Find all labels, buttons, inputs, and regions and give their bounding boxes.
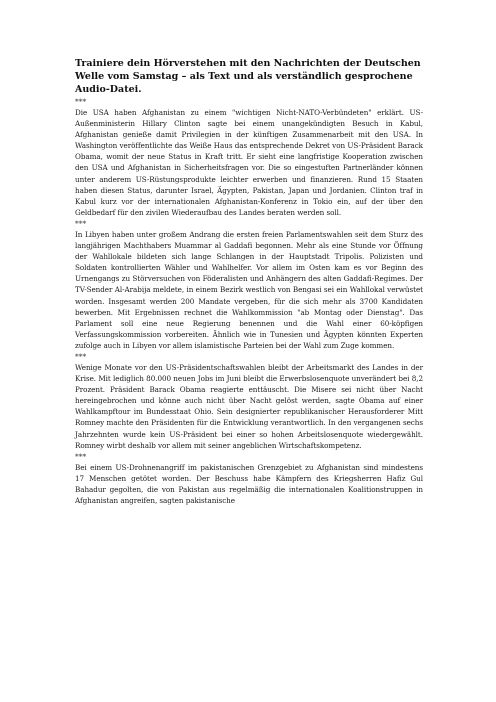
separator: *** [75,351,87,361]
separator: *** [75,451,87,461]
news-paragraph: In Libyen haben unter großem Andrang die ersten freien Parlamentswahlen seit dem Sturz des langjährigen Machthabers Muammar al Gaddafi begonnen. Mehr als eine Stunde vor Öffnung der Wahllokale bildeten sich lange Schlangen in der Hauptstadt Tripolis. Polizisten und Soldaten kontrollierten Wähler und Wahlhelfer. Vor allem im Osten kam es vor Beginn des Urnengangs zu Störversuchen von Föderalisten und Anhängern des alten Gaddafi-Regimes. Der TV-Sender Al-Arabija meldete, in einem Bezirk westlich von Bengasi sei ein Wahllokal verwüstet worden. Insgesamt werden 200 Mandate vergeben, für die sich mehr als 3700 Kandidaten bewerben. Mit Ergebnissen rechnet die Wahlkommission "ab Montag oder Dienstag". Das Parlament soll eine neue Regierung benennen und die Wahl einer 60-köpfigen Verfassungskommission vorbereiten. Ähnlich wie in Tunesien und Ägypten könnten Experten zufolge auch in Libyen vor allem islamistische Parteien bei der Wahl zum Zuge kommen. [75,229,423,350]
separator: *** [75,218,87,228]
document-page [75,57,423,506]
separator: *** [75,97,87,106]
news-paragraph: Die USA haben Afghanistan zu einem "wichtigen Nicht-NATO-Verbündeten" erklärt. US-Außenministerin Hillary Clinton sagte bei einem unangekündigten Besuch in Kabul, Afghanistan genieße damit Privilegien in der künftigen Zusammenarbeit mit den USA. In Washington veröffentlichte das Weiße Haus das entsprechende Dekret von US-Präsident Barack Obama, womit der neue Status in Kraft tritt. Er sieht eine langfristige Kooperation zwischen den USA und Afghanistan in Sicherheitsfragen vor. Die so eingestuften Partnerländer können unter anderem US-Rüstungsprodukte leichter erwerben und finanzieren. Rund 15 Staaten haben diesen Status, darunter Israel, Ägypten, Pakistan, Japan und Jordanien. Clinton traf in Kabul kurz vor der internationalen Afghanistan-Konferenz in Tokio ein, auf der über den Geldbedarf für den zivilen Wiederaufbau des Landes beraten werden soll. [75,108,423,217]
news-paragraph: Bei einem US-Drohnenangriff im pakistanischen Grenzgebiet zu Afghanistan sind mindestens 17 Menschen getötet worden. Der Beschuss habe Kämpfern des Kriegsherren Hafiz Gul Bahadur gegolten, die von Pakistan aus regelmäßig die internationalen Koalitionstruppen in Afghanistan angreifen, sagten pakistanische [75,462,423,505]
news-paragraph: Wenige Monate vor den US-Präsidentschaftswahlen bleibt der Arbeitsmarkt des Landes in der Krise. Mit lediglich 80.000 neuen Jobs im Juni bleibt die Erwerbslosenquote unverändert bei 8,2 Prozent. Präsident Barack Obama reagierte enttäuscht. Die Misere sei nicht über Nacht hereingebrochen und könne auch nicht über Nacht gelöst werden, sagte Obama auf einer Wahlkampftour im Bundesstaat Ohio. Sein designierter republikanischer Herausforderer Mitt Romney machte den Präsidenten für die Entwicklung verantwortlich. In den vergangenen sechs Jahrzehnten wurde kein US-Präsident bei einer so hohen Arbeitslosenquote wiedergewählt. Romney wirbt deshalb vor allem mit seiner angeblichen Wirtschaftskompetenz. [75,362,423,450]
document-title: Trainiere dein Hörverstehen mit den Nachrichten der Deutschen Welle vom Samstag – als Text und als verständlich gesprochene Audio-Datei. [75,58,421,95]
